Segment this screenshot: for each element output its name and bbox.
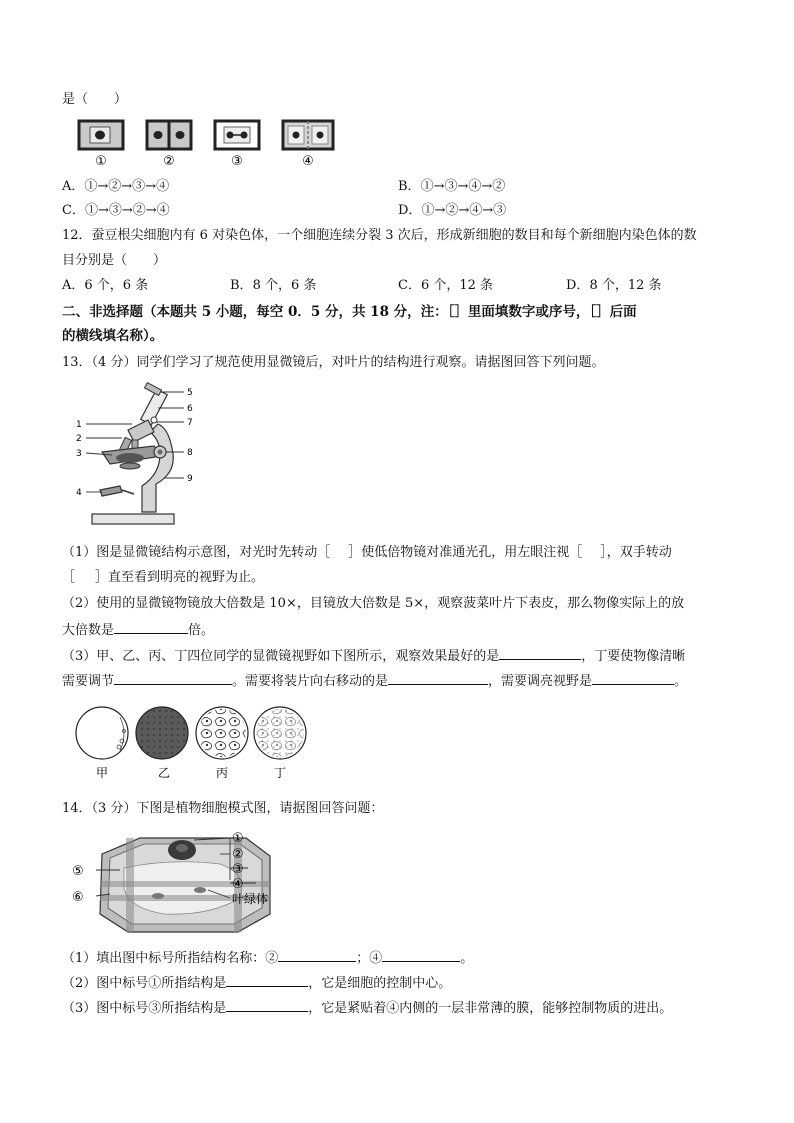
q14-intro: 14．（3 分）下图是植物细胞模式图，请据图回答问题： (62, 801, 384, 816)
q13-part2-line2 (62, 620, 214, 640)
cell-struct-label-4: ④ (232, 877, 244, 892)
field-yi (136, 707, 188, 759)
answer-blank[interactable] (388, 671, 488, 685)
answer-blank[interactable] (592, 671, 674, 685)
text-span: （3）图中标号③所指结构是 (62, 1001, 227, 1016)
division-cell-2 (147, 121, 191, 149)
cell-division-figure (76, 117, 338, 169)
q13-part1-line2 (62, 569, 264, 587)
field-label-yi: 乙 (158, 766, 171, 780)
field-jia (76, 707, 128, 759)
q14-part2 (62, 973, 451, 993)
q14-part3 (62, 998, 672, 1018)
cell-label-1: ① (95, 154, 107, 169)
cell-struct-label-5: ⑤ (72, 864, 84, 879)
answer-blank[interactable] (114, 671, 232, 685)
q12-option-c[interactable] (398, 277, 493, 295)
option-letter: A． (62, 179, 85, 194)
text-span: 大倍数是 (62, 623, 115, 638)
option-text: 8 个，6 条 (252, 278, 317, 293)
q14-part1 (62, 948, 473, 968)
field-label-jia: 甲 (96, 766, 109, 780)
answer-blank[interactable] (226, 973, 308, 987)
cell-label-3: ③ (231, 154, 243, 169)
text-span: ［ (62, 570, 76, 585)
q11-option-c[interactable] (62, 202, 170, 220)
text-span: 。 (460, 951, 474, 966)
microscope-label-6: 6 (187, 404, 193, 414)
microscope-fields-figure (74, 703, 314, 783)
option-letter: B． (230, 278, 253, 293)
microscope-label-7: 7 (187, 418, 193, 428)
text-span: （2）图中标号①所指结构是 (62, 976, 227, 991)
field-label-ding: 丁 (274, 766, 287, 780)
text-span: ］直至看到明亮的视野为止。 (95, 570, 265, 585)
option-letter: D． (566, 278, 590, 293)
q13-part1-line1 (62, 544, 672, 562)
answer-blank[interactable] (278, 948, 356, 962)
text-span: 。需要将装片向右移动的是 (232, 674, 389, 689)
division-cell-4 (283, 121, 333, 149)
q12-stem-line1: 12．蚕豆根尖细胞内有 6 对染色体，一个细胞连续分裂 3 次后，形成新细胞的数目和每个新细胞内染色体的数 (62, 228, 697, 243)
answer-blank[interactable] (114, 620, 188, 634)
option-letter: C． (62, 203, 85, 218)
option-text: 6 个，12 条 (420, 278, 494, 293)
q11-stem-tail: 是（ ） (62, 92, 128, 107)
section2-heading-line2: 的横线填名称）。 (62, 328, 164, 344)
q11-option-a[interactable] (62, 178, 169, 196)
text-span: ；④ (356, 951, 383, 966)
option-text: 8 个，12 条 (589, 278, 662, 293)
text-span: 需要调节 (62, 674, 115, 689)
text-span: ］使低倍物镜对准通光孔，用左眼注视［ (348, 545, 583, 560)
option-text: 6 个，6 条 (84, 278, 149, 293)
microscope-label-9: 9 (187, 474, 193, 484)
text-span: 。 (674, 674, 688, 689)
cell-label-4: ④ (302, 154, 314, 169)
microscope-label-1: 1 (76, 420, 82, 430)
q11-option-b[interactable] (398, 178, 505, 196)
plant-cell-diagram (70, 828, 290, 940)
option-text: ①→②→④→③ (421, 203, 507, 218)
q12-stem-line2: 目分别是（ ） (62, 253, 167, 268)
text-span: （3）甲、乙、丙、丁四位同学的显微镜视野如下图所示，观察效果最好的是 (62, 649, 500, 664)
text-span: ］，双手转动 (600, 545, 672, 560)
division-cell-3 (215, 121, 259, 149)
microscope-label-4: 4 (76, 488, 82, 498)
cell-struct-label-6: ⑥ (72, 890, 84, 905)
q12-option-d[interactable] (566, 277, 662, 295)
text-span: ，它是紧贴着④内侧的一层非常薄的膜，能够控制物质的进出。 (308, 1001, 673, 1016)
text-span: ，需要调亮视野是 (488, 674, 593, 689)
option-letter: D． (398, 203, 422, 218)
text-span: ，丁要使物像清晰 (581, 649, 686, 664)
section2-heading-line1: 二、非选择题（本题共 5 小题，每空 0．5 分，共 18 分，注：［］里面填数字或序号，［］后面 (62, 304, 637, 320)
microscope-diagram (72, 382, 212, 530)
cell-label-2: ② (163, 154, 175, 169)
option-text: ①→②→③→④ (84, 179, 170, 194)
answer-blank[interactable] (226, 998, 308, 1012)
cell-struct-label-3: ③ (232, 862, 244, 877)
text-span: ，它是细胞的控制中心。 (308, 976, 452, 991)
q12-option-b[interactable] (230, 277, 316, 295)
option-letter: B． (398, 179, 421, 194)
text-span: 倍。 (188, 623, 215, 638)
division-cell-1 (79, 121, 123, 149)
answer-blank[interactable] (382, 948, 460, 962)
q13-intro: 13．（4 分）同学们学习了规范使用显微镜后，对叶片的结构进行观察。请据图回答下列问题。 (62, 355, 605, 370)
option-text: ①→③→②→④ (84, 203, 170, 218)
answer-blank[interactable] (499, 646, 581, 660)
microscope-label-5: 5 (187, 388, 193, 398)
microscope-label-8: 8 (187, 448, 193, 458)
option-letter: C． (398, 278, 421, 293)
q11-option-d[interactable] (398, 202, 506, 220)
cell-struct-label-1: ① (232, 831, 244, 846)
field-label-bing: 丙 (216, 766, 229, 780)
text-span: （1）图是显微镜结构示意图，对光时先转动［ (62, 545, 331, 560)
microscope-label-2: 2 (76, 434, 82, 444)
chloroplast-label: 叶绿体 (232, 892, 269, 906)
field-ding (254, 707, 306, 759)
microscope-label-3: 3 (76, 449, 82, 459)
option-letter: A． (62, 278, 85, 293)
q13-part2-line1: （2）使用的显微镜物镜放大倍数是 10×，目镜放大倍数是 5×，观察菠菜叶片下表皮，那么物像实际上的放 (62, 596, 685, 611)
q12-option-a[interactable] (62, 277, 148, 295)
text-span: （1）填出图中标号所指结构名称：② (62, 951, 279, 966)
option-text: ①→③→④→② (420, 179, 506, 194)
field-bing (196, 707, 248, 759)
q13-part3-line2 (62, 671, 687, 691)
q13-part3-line1 (62, 646, 685, 666)
cell-struct-label-2: ② (232, 847, 244, 862)
